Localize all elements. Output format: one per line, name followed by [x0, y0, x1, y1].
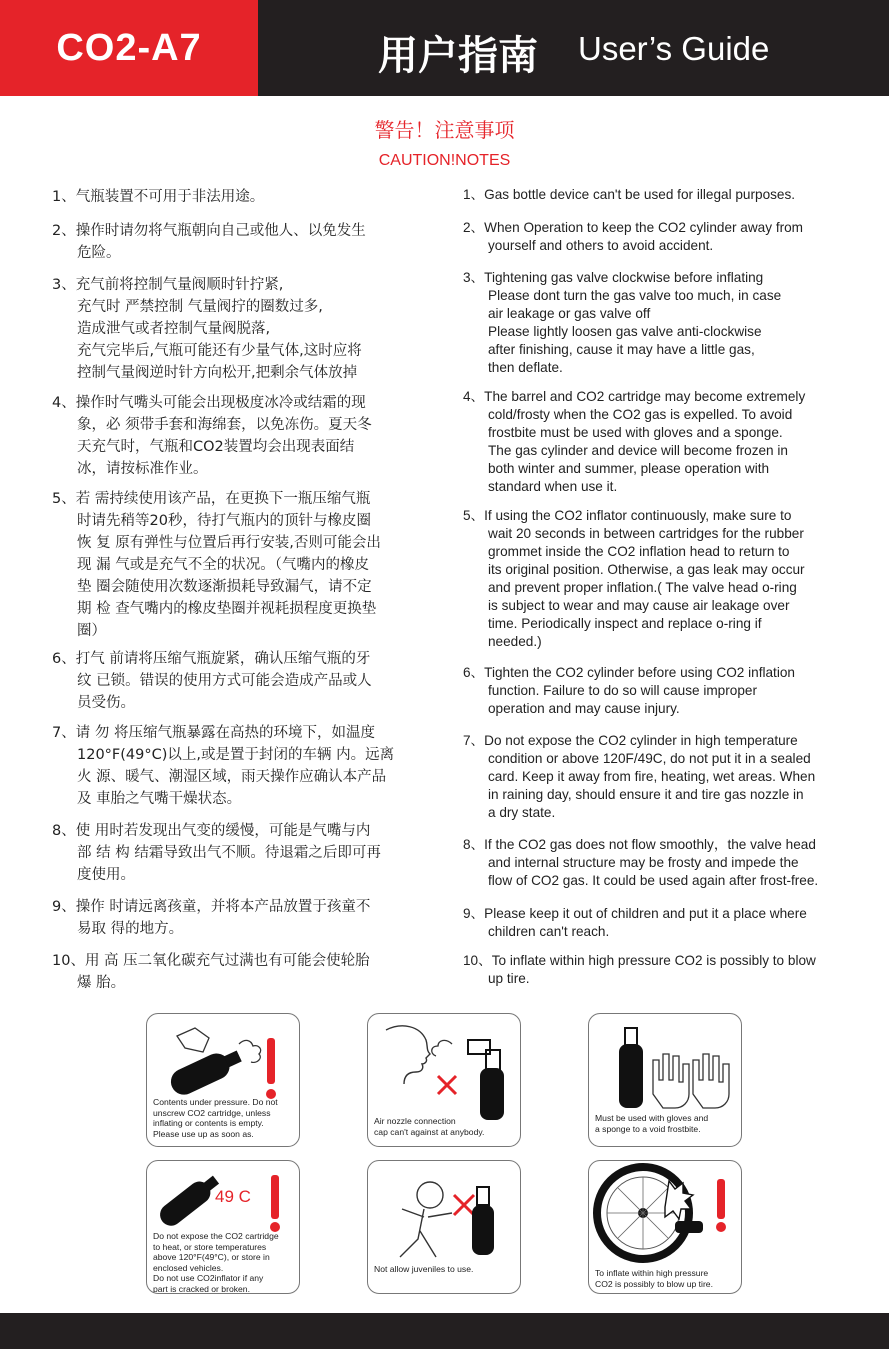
caution-title-en: CAUTION!NOTES [378, 152, 511, 169]
caution-title-cn: 警告！注意事项 [374, 118, 515, 142]
warning-panel-pressure [146, 1013, 300, 1147]
note-cn-1: 1、气瓶装置不可用于非法用途。 [52, 189, 265, 205]
guide-title-en: User’s Guide [578, 30, 770, 67]
note-cn-2: 2、操作时请勿将气瓶朝向自己或他人、以免发生 危险。 [52, 223, 366, 261]
warning-panel-nozzle [367, 1013, 521, 1147]
warning-panel-tire [588, 1160, 742, 1294]
note-en-4: 4、The barrel and CO2 cartridge may become extremely cold/frosty when the CO2 gas is expelled. To avoid frostbite must be used with gloves and a sponge. The gas cylinder and device will become frozen in both winter and summer, please operation with standard when use it. [463, 389, 806, 494]
panel-caption: Contents under pressure. Do not unscrew CO2 cartridge, unless inflating or contents is empty. Please use up as soon as. [153, 1097, 278, 1139]
note-en-1: 1、Gas bottle device can't be used for illegal purposes. [463, 187, 796, 202]
note-en-8: 8、If the CO2 gas does not flow smoothly，the valve head and internal structure may be frosty and impede the flow of CO2 gas. It could be used again after frost-free. [463, 837, 819, 888]
panel-caption: To inflate within high pressure CO2 is possibly to blow up tire. [595, 1268, 713, 1289]
note-cn-3: 3、充气前将控制气量阀顺时针拧紧, 充气时 严禁控制 气量阀拧的圈数过多, 造成泄气或者控制气量阀脱落, 充气完毕后,气瓶可能还有少量气体,这时应将 控制气量阀逆时针方向松开,把剩余气体放掉 [52, 277, 362, 381]
note-cn-8: 8、使 用时若发现出气变的缓慢，可能是气嘴与内 部 结 构 结霜导致出气不顺。待退霜之后即可再 度使用。 [52, 823, 381, 883]
note-cn-9: 9、操作 时请远离孩童，并将本产品放置于孩童不 易取 得的地方。 [52, 899, 371, 937]
temperature-label: 49 C [215, 1187, 251, 1206]
panel-caption: Air nozzle connection cap can't against at anybody. [374, 1116, 485, 1137]
note-en-10: 10、To inflate within high pressure CO2 is possibly to blow up tire. [463, 953, 816, 986]
panel-caption: Must be used with gloves and a sponge to a void frostbite. [595, 1113, 709, 1134]
note-cn-4: 4、操作时气嘴头可能会出现极度冰冷或结霜的现 象，必 须带手套和海绵套，以免冻伤。夏天冬 天充气时，气瓶和CO2装置均会出现表面结 冰，请按标准作业。 [52, 395, 372, 477]
warning-panel-heat [146, 1160, 300, 1294]
footer-bar [0, 1313, 889, 1349]
model-badge: CO2-A7 [0, 0, 258, 96]
note-cn-5: 5、若 需持续使用该产品，在更换下一瓶压缩气瓶 时请先稍等20秒，待打气瓶内的顶针与橡皮圈 恢 复 原有弹性与位置后再行安装,否则可能会出 现 漏 气或是充气不全的状况。（气嘴内的橡皮 垫 圈会随使用次数逐渐损耗导致漏气，请不定 期 检 查气嘴内的橡皮垫圈并视耗损程度更换垫 圈） [52, 491, 381, 639]
note-en-5: 5、If using the CO2 inflator continuously, make sure to wait 20 seconds in between cartridges for the rubber grommet inside the CO2 inflation head to return to its original position. Otherwise, a gas leak may occur and prevent proper inflation.( The valve head o-ring is subject to wear and may cause air leakage over time. Periodically inspect and replace o-ring if needed.) [463, 508, 805, 649]
note-en-9: 9、Please keep it out of children and put it a place where children can't reach. [463, 906, 807, 939]
note-cn-6: 6、打气 前请将压缩气瓶旋紧，确认压缩气瓶的牙 纹 已锁。错误的使用方式可能会造成产品或人 员受伤。 [52, 651, 372, 711]
guide-title-cn: 用户指南 [378, 33, 538, 79]
panel-caption: Do not expose the CO2 cartridge to heat, or store temperatures above 120°F(49°C), or store in enclosed vehicles. Do not use CO2inflator if any part is cracked or broken. [153, 1231, 279, 1294]
note-cn-10: 10、用 高 压二氧化碳充气过满也有可能会使轮胎 爆 胎。 [52, 953, 370, 991]
header-bar [0, 0, 889, 96]
panel-caption: Not allow juveniles to use. [374, 1264, 474, 1274]
warning-panel-gloves [588, 1013, 742, 1147]
note-en-6: 6、Tighten the CO2 cylinder before using CO2 inflation function. Failure to do so will cause improper operation and may cause injury. [463, 665, 795, 716]
note-cn-7: 7、请 勿 将压缩气瓶暴露在高热的环境下，如温度 120°F(49°C)以上,或是置于封闭的车辆 内。远离 火 源、暖气、潮湿区域，雨天操作应确认本产品 及 車胎之气嘴干燥状态。 [52, 725, 395, 807]
note-en-3: 3、Tightening gas valve clockwise before inflating Please dont turn the gas valve too much, in case air leakage or gas valve off Please lightly loosen gas valve anti-clockwise after finishing, cause it may have a little gas, then deflate. [463, 270, 782, 375]
note-en-2: 2、When Operation to keep the CO2 cylinder away from yourself and others to avoid accident. [463, 220, 804, 253]
warning-panel-child [367, 1160, 521, 1294]
note-en-7: 7、Do not expose the CO2 cylinder in high temperature condition or above 120F/49C, do not put it in a sealed card. Keep it away from fire, heating, wet areas. When in raining day, should ensure it and tire gas nozzle in a dry state. [463, 733, 816, 820]
